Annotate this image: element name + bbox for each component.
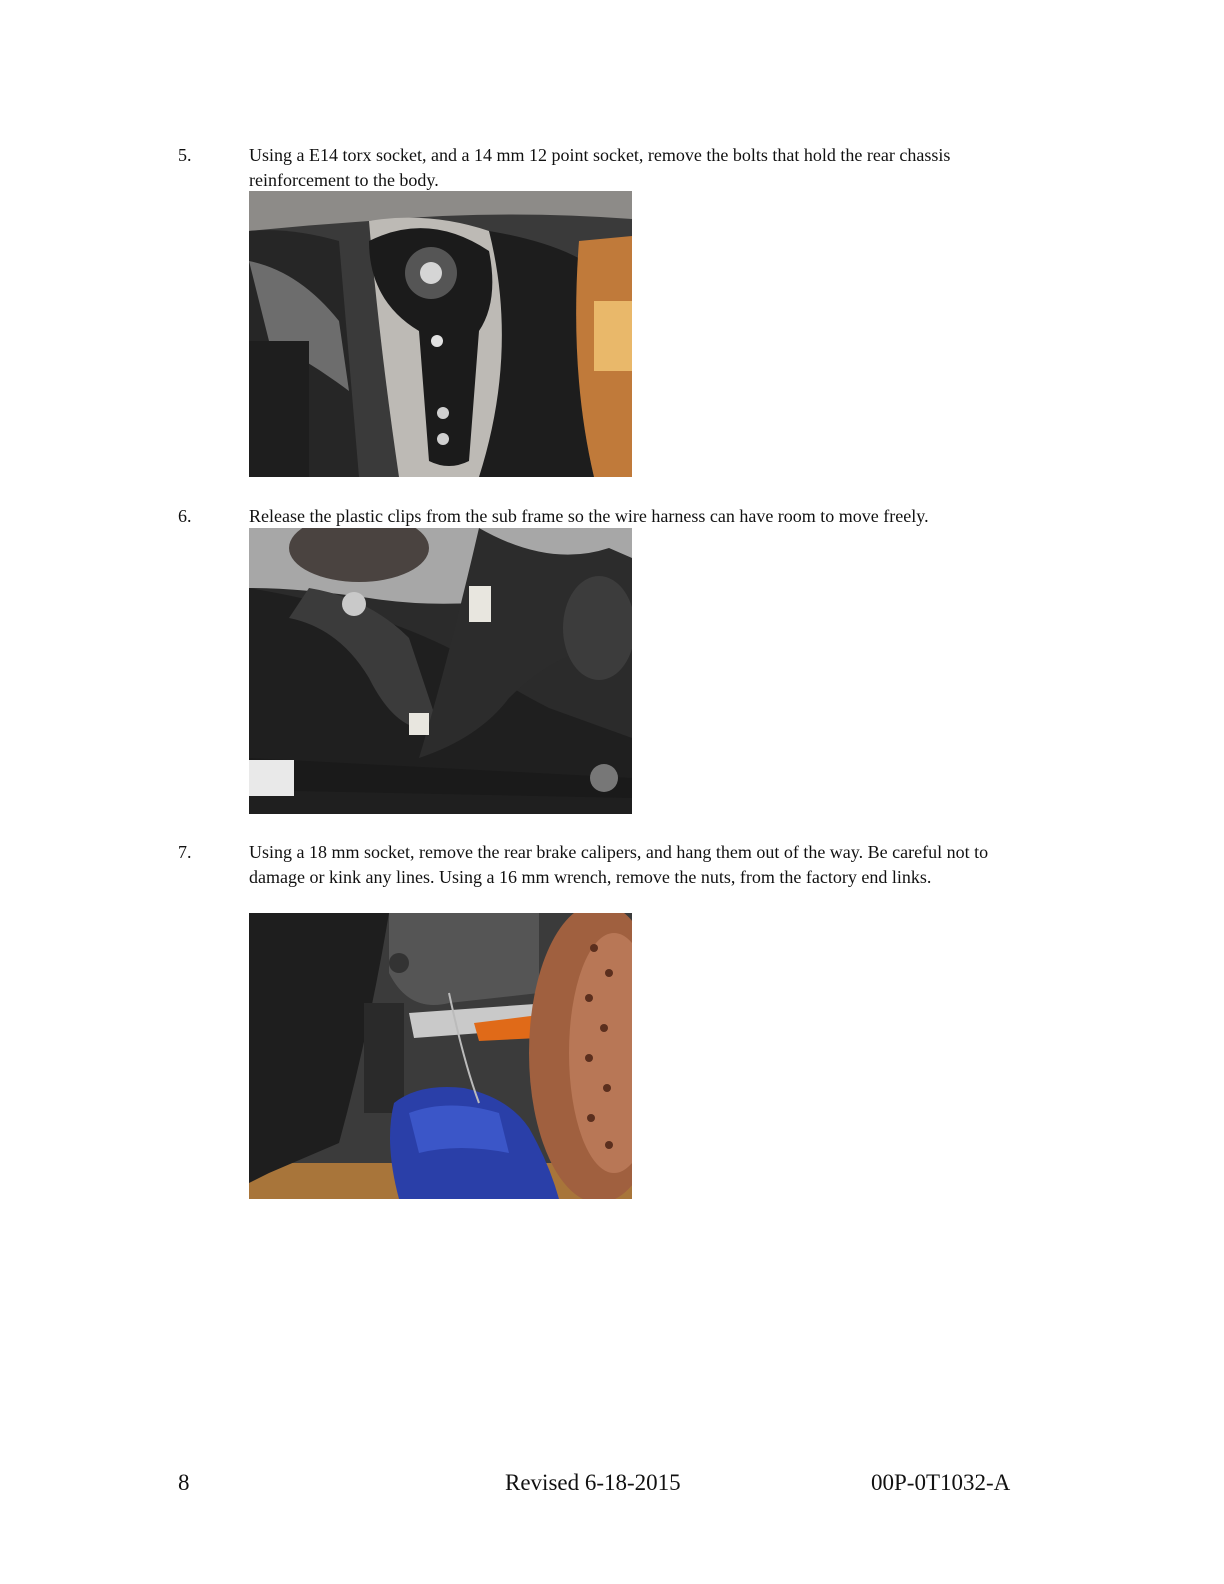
page-number: 8 xyxy=(178,1470,190,1495)
rear-chassis-reinforcement-photo xyxy=(249,191,632,477)
revision-date: Revised 6-18-2015 xyxy=(505,1470,681,1495)
step-number: 5. xyxy=(178,145,192,165)
part-number: 00P-0T1032-A xyxy=(871,1470,1011,1495)
step-number: 7. xyxy=(178,842,192,862)
step-instruction: Release the plastic clips from the sub frame so the wire harness can have room to move freely. xyxy=(249,506,929,526)
step-number: 6. xyxy=(178,506,192,526)
rear-brake-caliper-photo xyxy=(249,913,632,1199)
sub-frame-wire-harness-photo xyxy=(249,528,632,814)
step-instruction: Using a E14 torx socket, and a 14 mm 12 point socket, remove the bolts that hold the rear chassis reinforcement to the body. xyxy=(249,145,951,190)
step-instruction: Using a 18 mm socket, remove the rear brake calipers, and hang them out of the way. Be careful not to damage or kink any lines. Using a 16 mm wrench, remove the nuts, from the factory end links. xyxy=(249,842,989,887)
